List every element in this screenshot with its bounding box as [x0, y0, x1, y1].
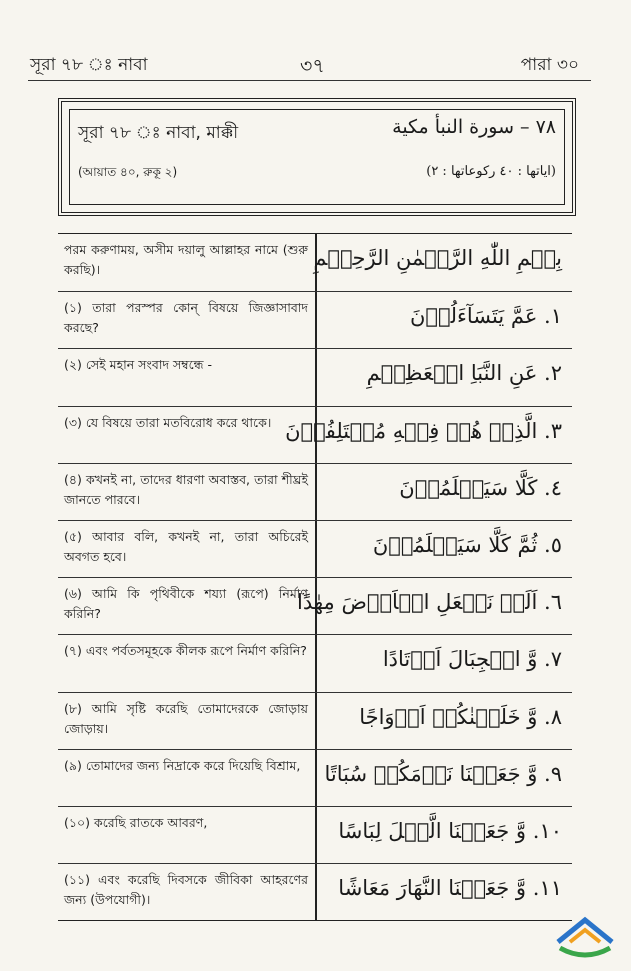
column-divider	[315, 349, 317, 405]
column-divider	[315, 521, 317, 577]
verse-table	[58, 233, 572, 921]
column-divider	[315, 864, 317, 920]
verse-row	[58, 749, 572, 806]
verse-arabic: ٩. وَّ جَعَلۡنَا نَوۡمَكُمۡ سُبَاتًا	[324, 761, 562, 786]
verse-row	[58, 520, 572, 577]
verse-row	[58, 806, 572, 863]
surah-info-arabic: (اياتها : ٤٠ ركوعاتها : ٢)	[426, 164, 556, 179]
verse-translation-bengali: (৬) আমি কি পৃথিবীকে শয্যা (রূপে) নির্মাণ করিনি?	[64, 586, 308, 622]
verse-row	[58, 348, 572, 405]
verse-translation-bengali: (১০) করেছি রাতকে আবরণ,	[64, 814, 208, 830]
verse-arabic: ١. عَمَّ يَتَسَآءَلُوۡنَ	[409, 304, 562, 329]
verse-arabic: ١٠. وَّ جَعَلۡنَا الَّيۡلَ لِبَاسًا	[338, 818, 562, 843]
column-divider	[315, 635, 317, 691]
surah-title-box	[58, 98, 576, 216]
surah-info-bengali: (আয়াত ৪০, রুকূ ২)	[78, 165, 178, 179]
verse-arabic: بِسۡمِ اللّٰهِ الرَّحۡمٰنِ الرَّحِيۡمِ	[313, 246, 562, 270]
verse-translation-bengali: (৮) আমি সৃষ্টি করেছি তোমাদেরকে জোড়ায় জোড়ায়।	[64, 700, 308, 736]
verse-arabic: ٢. عَنِ النَّبَاِ الۡعَظِيۡمِ	[366, 361, 562, 386]
verse-row	[58, 577, 572, 634]
page-header-left: সূরা ৭৮ ঃ নাবা	[30, 55, 148, 75]
verse-arabic: ١١. وَّ جَعَلۡنَا النَّهَارَ مَعَاشًا	[338, 876, 562, 901]
verse-arabic: ٥. ثُمَّ كَلَّا سَيَعۡلَمُوۡنَ	[372, 532, 562, 557]
column-divider	[315, 464, 317, 520]
verse-translation-bengali: (৫) আবার বলি, কখনই না, তারা অচিরেই অবগত হবে।	[64, 528, 308, 564]
page-header-right: পারা ৩০	[520, 55, 579, 75]
verse-row	[58, 634, 572, 691]
verse-arabic: ٧. وَّ الۡجِبَالَ اَوۡتَادًا	[382, 647, 562, 672]
verse-translation-bengali: (১১) এবং করেছি দিবসকে জীবিকা আহরণের জন্য (উপযোগী)।	[64, 872, 308, 908]
verse-translation-bengali: (৩) যে বিষয়ে তারা মতবিরোধ করে থাকে।	[64, 414, 272, 430]
column-divider	[315, 750, 317, 806]
page-number: ৩৭	[300, 55, 325, 77]
verse-row	[58, 234, 572, 291]
column-divider	[315, 292, 317, 348]
verse-row	[58, 863, 572, 920]
verse-row	[58, 463, 572, 520]
surah-name-arabic: ٧٨ – سورة النبأ مكية	[392, 116, 556, 138]
verse-translation-bengali: (১) তারা পরস্পর কোন্ বিষয়ে জিজ্ঞাসাবাদ করছে?	[64, 300, 308, 336]
verse-translation-bengali: (৯) তোমাদের জন্য নিদ্রাকে করে দিয়েছি বিশ্রাম,	[64, 757, 301, 773]
verse-translation-bengali: (৭) এবং পর্বতসমূহকে কীলক রূপে নির্মাণ করিনি?	[64, 643, 307, 659]
verse-arabic: ٣. الَّذِىۡ هُمۡ فِيۡهِ مُخۡتَلِفُوۡنَ	[285, 418, 562, 443]
verse-arabic: ٨. وَّ خَلَقۡنٰكُمۡ اَزۡوَاجًا	[359, 704, 562, 729]
column-divider	[315, 693, 317, 749]
verse-translation-bengali: (২) সেই মহান সংবাদ সম্বন্ধে -	[64, 357, 213, 373]
verse-arabic: ٤. كَلَّا سَيَعۡلَمُوۡنَ	[399, 475, 562, 500]
verse-row	[58, 291, 572, 348]
column-divider	[315, 807, 317, 863]
header-divider	[28, 80, 591, 81]
verse-row	[58, 692, 572, 749]
surah-name-bengali: সূরা ৭৮ ঃ নাবা, মাক্কী	[78, 123, 239, 143]
publisher-logo-icon	[550, 912, 620, 964]
verse-translation-bengali: (৪) কখনই না, তাদের ধারণা অবাস্তব, তারা শীঘ্রই জানতে পারবে।	[64, 471, 308, 507]
verse-arabic: ٦. اَلَمۡ نَجۡعَلِ الۡاَرۡضَ مِهٰدًا	[297, 590, 562, 615]
verse-translation-bengali: পরম করুণাময়, অসীম দয়ালু আল্লাহর নামে (শুরু করছি)।	[64, 242, 308, 277]
verse-row	[58, 406, 572, 463]
